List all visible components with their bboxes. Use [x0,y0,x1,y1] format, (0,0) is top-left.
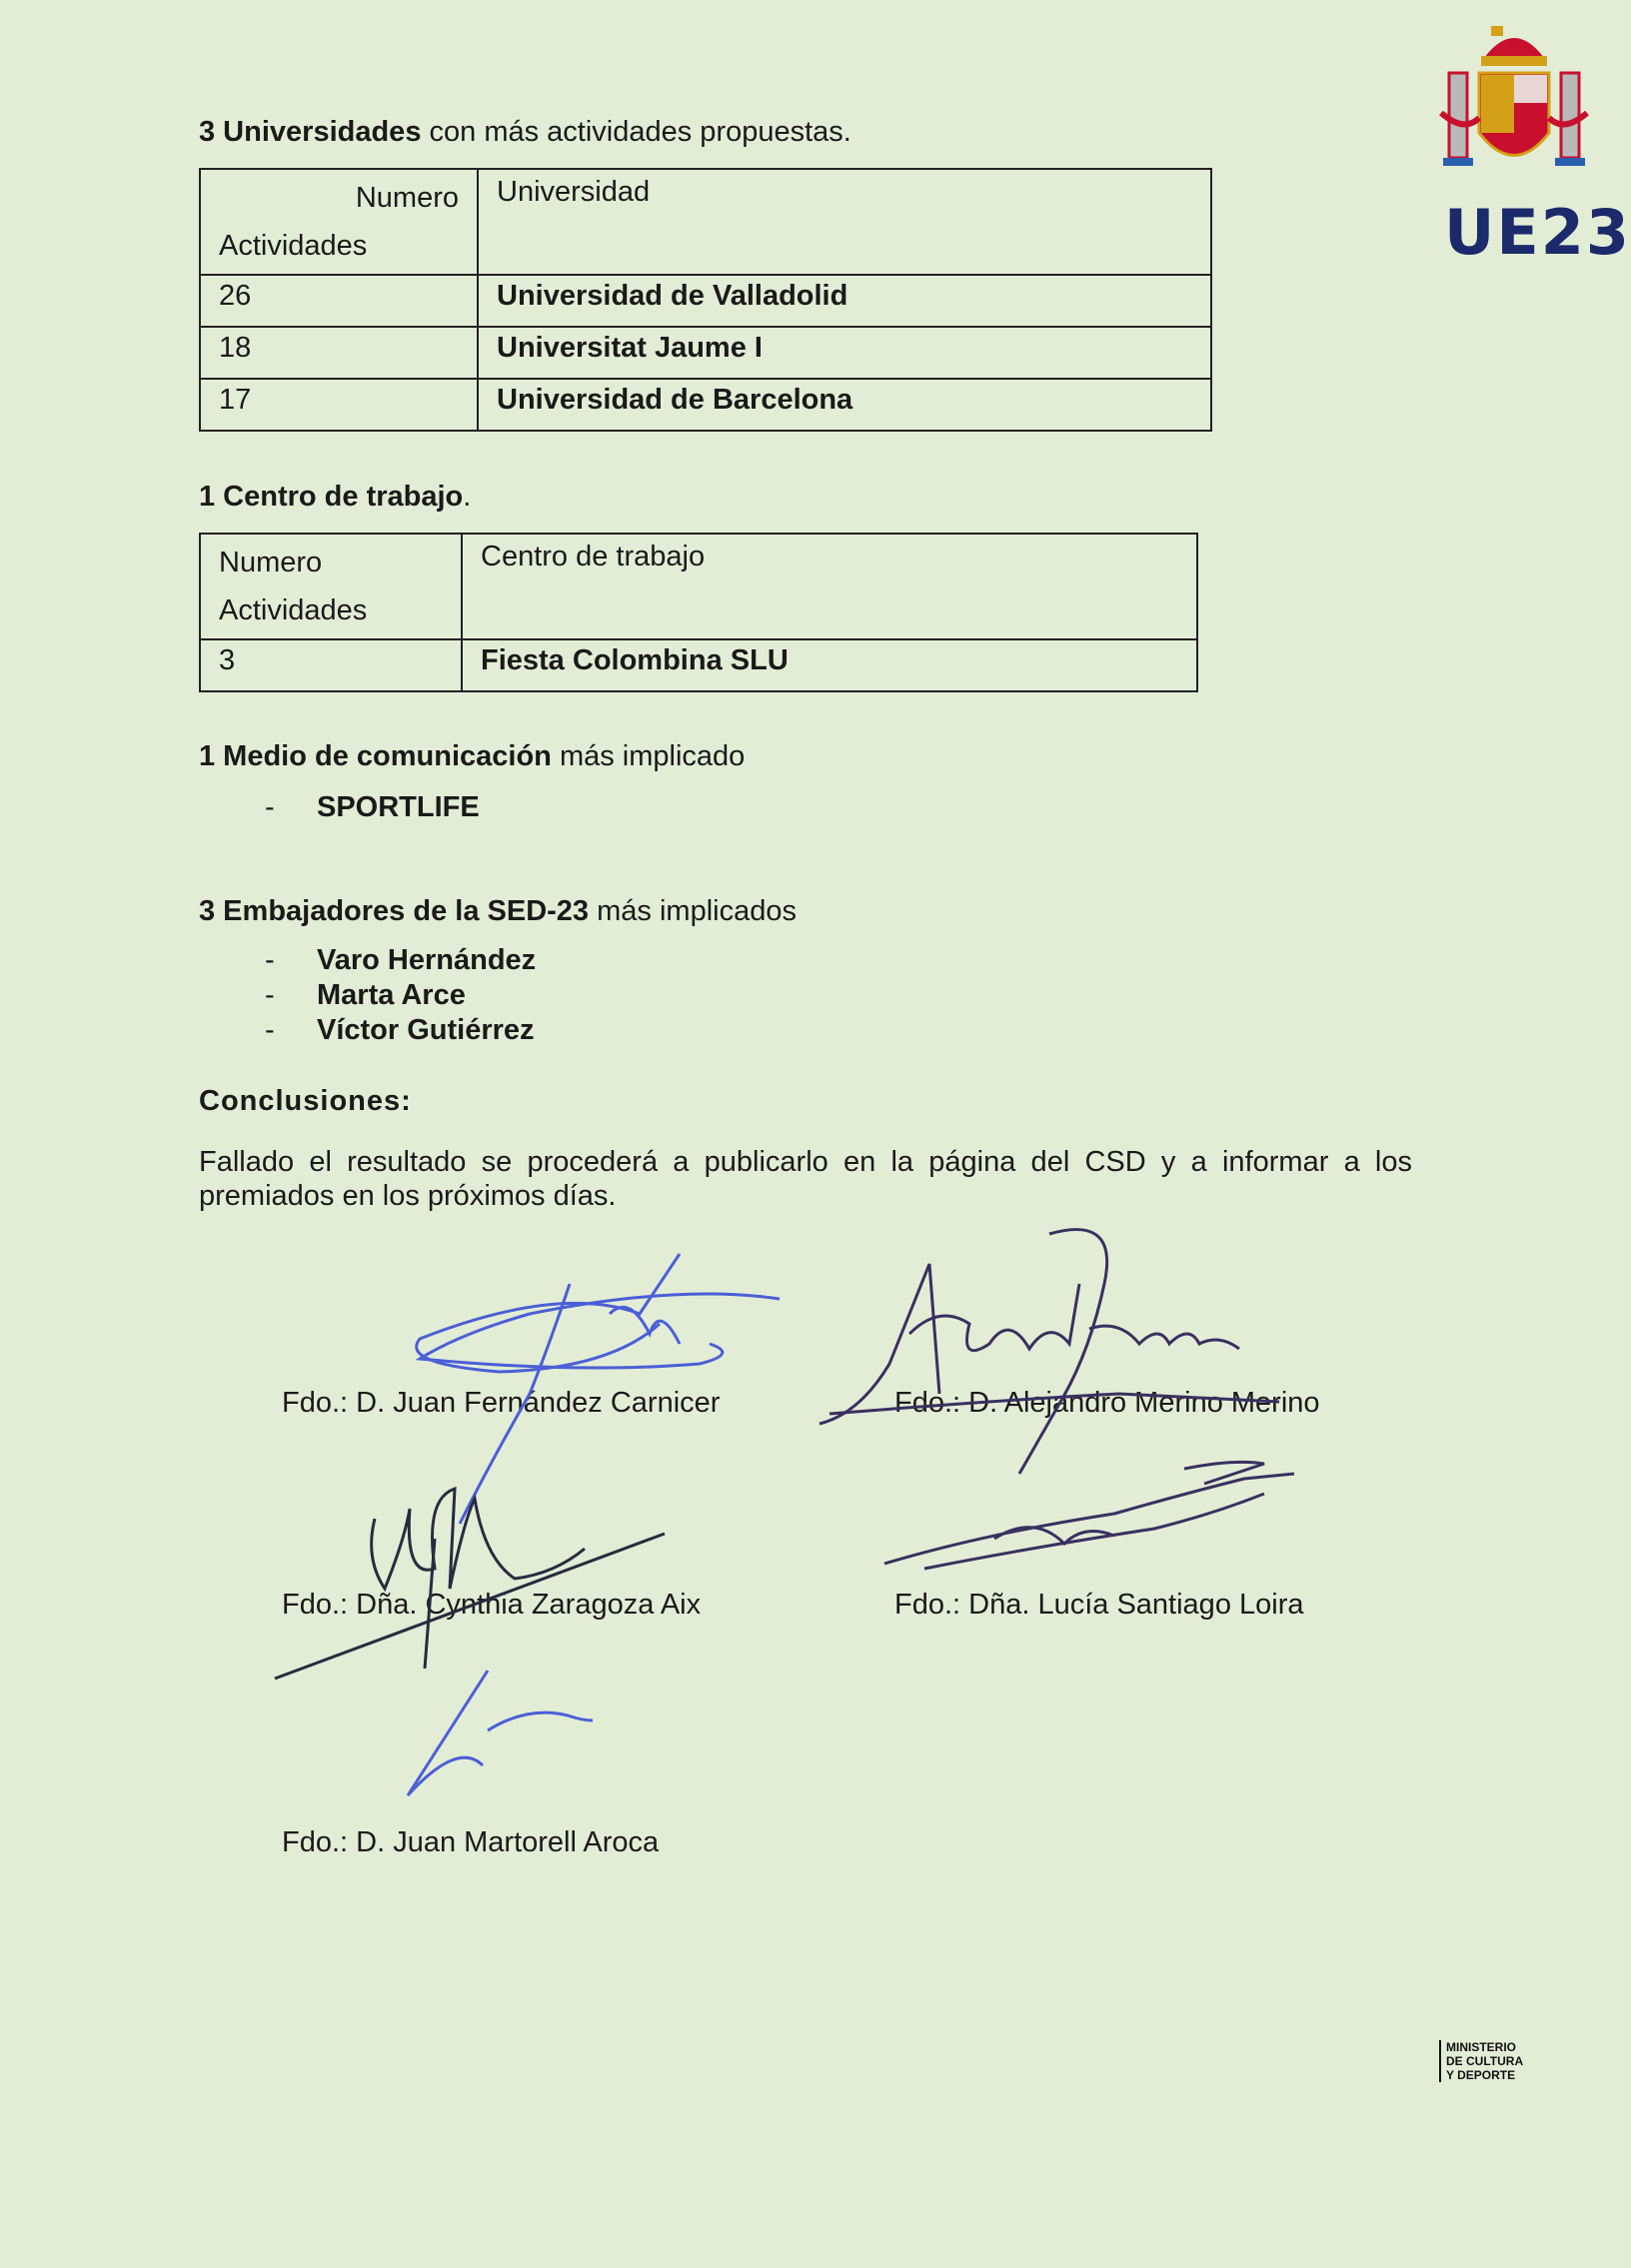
media-list [265,790,480,825]
handwritten-signature-2 [819,1224,1299,1484]
table-header-row [200,534,1197,639]
signature-line-4: Fdo.: Dña. Lucía Santiago Loira [894,1589,1304,1621]
ue23-logo: UE23 [1444,196,1631,269]
table-row: 26 Universidad de Valladolid [200,275,1211,327]
signature-line-2: Fdo.: D. Alejandro Merino Merino [894,1387,1320,1419]
ministry-logo: MINISTERIO DE CULTURA Y DEPORTE [1439,2040,1523,2082]
list-item: - Víctor Gutiérrez [265,1014,535,1046]
universities-table [199,168,1212,432]
ambassadors-heading: 3 Embajadores de la SED-23 más implicados [199,895,797,927]
table-row: 17 Universidad de Barcelona [200,379,1211,431]
coat-of-arms-icon [1439,18,1589,188]
header-name: Centro de trabajo [462,534,1197,639]
ambassadors-list [265,943,536,1048]
list-item: - Marta Arce [265,979,466,1011]
header-count: Numero Actividades [200,534,462,639]
handwritten-signature-3 [275,1479,595,1699]
header-count: Numero Actividades [200,169,478,275]
signature-line-3: Fdo.: Dña. Cynthia Zaragoza Aix [282,1589,702,1621]
list-item: - Varo Hernández [265,944,537,976]
table-row: 3 Fiesta Colombina SLU [200,639,1197,691]
table-header-row [200,169,1211,275]
header-name: Universidad [478,169,1211,275]
conclusions-text: Fallado el resultado se procederá a publicarlo en la página del CSD y a informar a los premiados en los próximos días. [199,1146,1412,1212]
list-item: - SPORTLIFE [265,791,480,823]
handwritten-signature-4 [884,1454,1304,1574]
signature-line-1: Fdo.: D. Juan Fernández Carnicer [282,1387,721,1419]
handwritten-signature-5 [408,1671,608,1810]
signature-line-5: Fdo.: D. Juan Martorell Aroca [282,1826,660,1858]
universities-heading: 3 Universidades con más actividades propuestas. [199,116,851,148]
table-row: 18 Universitat Jaume I [200,327,1211,379]
conclusions-heading: Conclusiones: [199,1085,412,1117]
workplace-heading: 1 Centro de trabajo. [199,481,472,513]
workplace-table [199,533,1198,692]
media-heading: 1 Medio de comunicación más implicado [199,740,746,772]
